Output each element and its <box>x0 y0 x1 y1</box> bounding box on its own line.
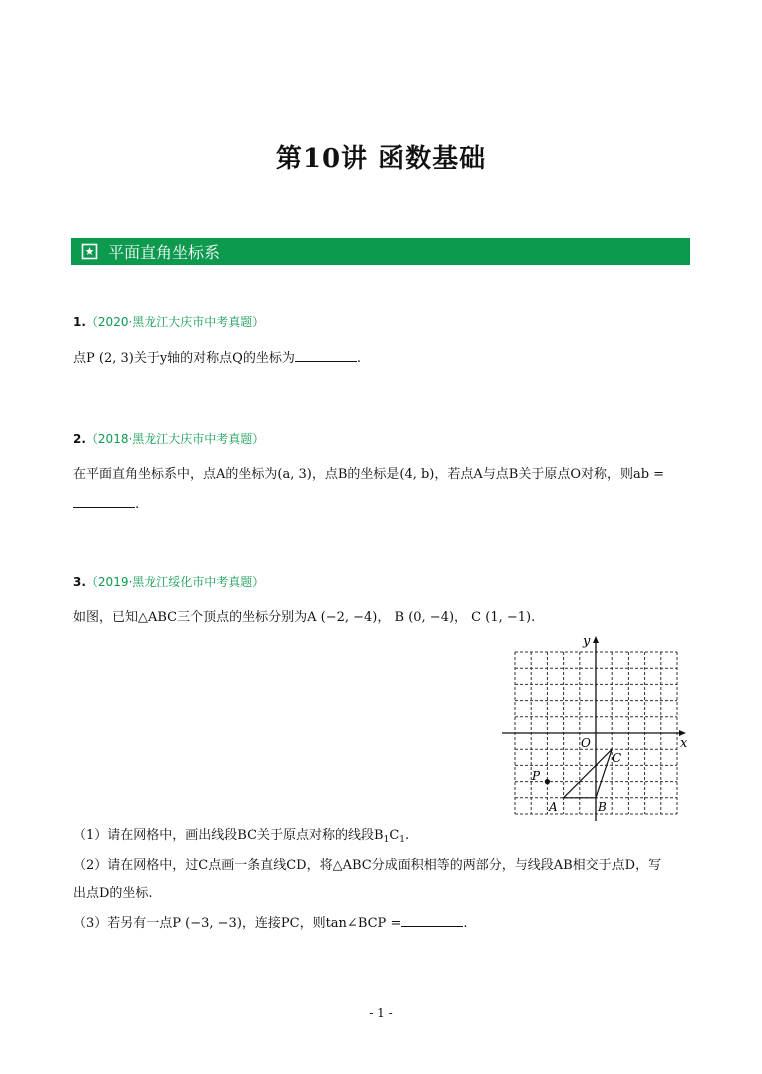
answer-blank[interactable] <box>295 349 357 362</box>
label-c: C <box>612 751 622 765</box>
label-b: B <box>598 800 607 814</box>
page-title: 第10讲 函数基础 <box>275 144 487 174</box>
question-3-part-1 <box>73 827 409 849</box>
question-source: （2020·黑龙江大庆市中考真题） <box>85 315 265 329</box>
question-3-intro: 如图，已知△ABC三个顶点的坐标分别为A (−2, −4)， B (0, −4)， C (1, −1). <box>73 610 536 625</box>
question-2-header <box>73 430 264 447</box>
point-p <box>545 779 550 784</box>
y-axis-label: y <box>583 634 591 649</box>
bookmark-star-icon <box>81 243 98 260</box>
part-3-text: （3）若另有一点P (−3, −3)，连接PC，则tan∠BCP = <box>73 916 402 931</box>
part-1-text-mid: C <box>389 828 400 843</box>
question-3-part-2b: 出点D的坐标. <box>73 886 153 901</box>
subscript: 1 <box>383 835 390 845</box>
label-p: P <box>532 769 541 783</box>
origin-label: O <box>581 736 591 750</box>
question-number: 1. <box>73 315 86 329</box>
question-2-answer-line <box>73 495 139 514</box>
label-a: A <box>549 800 558 814</box>
question-number: 3. <box>73 575 86 589</box>
question-source: （2019·黑龙江绥化市中考真题） <box>85 575 265 589</box>
answer-blank[interactable] <box>401 914 463 927</box>
section-banner <box>71 238 690 265</box>
period: . <box>356 351 361 366</box>
question-3-part-3 <box>73 914 467 933</box>
question-2-text: 在平面直角坐标系中，点A的坐标为(a, 3)，点B的坐标是(4, b)，若点A与点B关于原点O对称，则ab = <box>73 467 665 482</box>
question-number: 2. <box>73 432 86 446</box>
question-1-body: 点P (2, 3)关于y轴的对称点Q的坐标为 <box>73 351 295 366</box>
triangle-abc <box>564 749 613 798</box>
question-3-header <box>73 573 264 590</box>
question-1-text <box>73 349 361 368</box>
question-1-header <box>73 313 264 330</box>
period: . <box>405 828 410 843</box>
part-1-text: （1）请在网格中，画出线段BC关于原点对称的线段B <box>73 828 384 843</box>
page-number: - 1 - <box>369 1006 393 1020</box>
question-3-part-2a: （2）请在网格中，过C点画一条直线CD，将△ABC分成面积相等的两部分，与线段AB相交于点D，写 <box>73 858 662 873</box>
period: . <box>135 497 140 512</box>
x-axis-label: x <box>680 736 688 751</box>
subscript: 1 <box>399 835 405 845</box>
period: . <box>463 916 468 931</box>
question-source: （2018·黑龙江大庆市中考真题） <box>85 432 265 446</box>
coordinate-grid-figure <box>500 631 692 823</box>
section-title: 平面直角坐标系 <box>108 243 221 262</box>
y-axis-arrow <box>593 636 599 643</box>
answer-blank[interactable] <box>73 495 135 508</box>
